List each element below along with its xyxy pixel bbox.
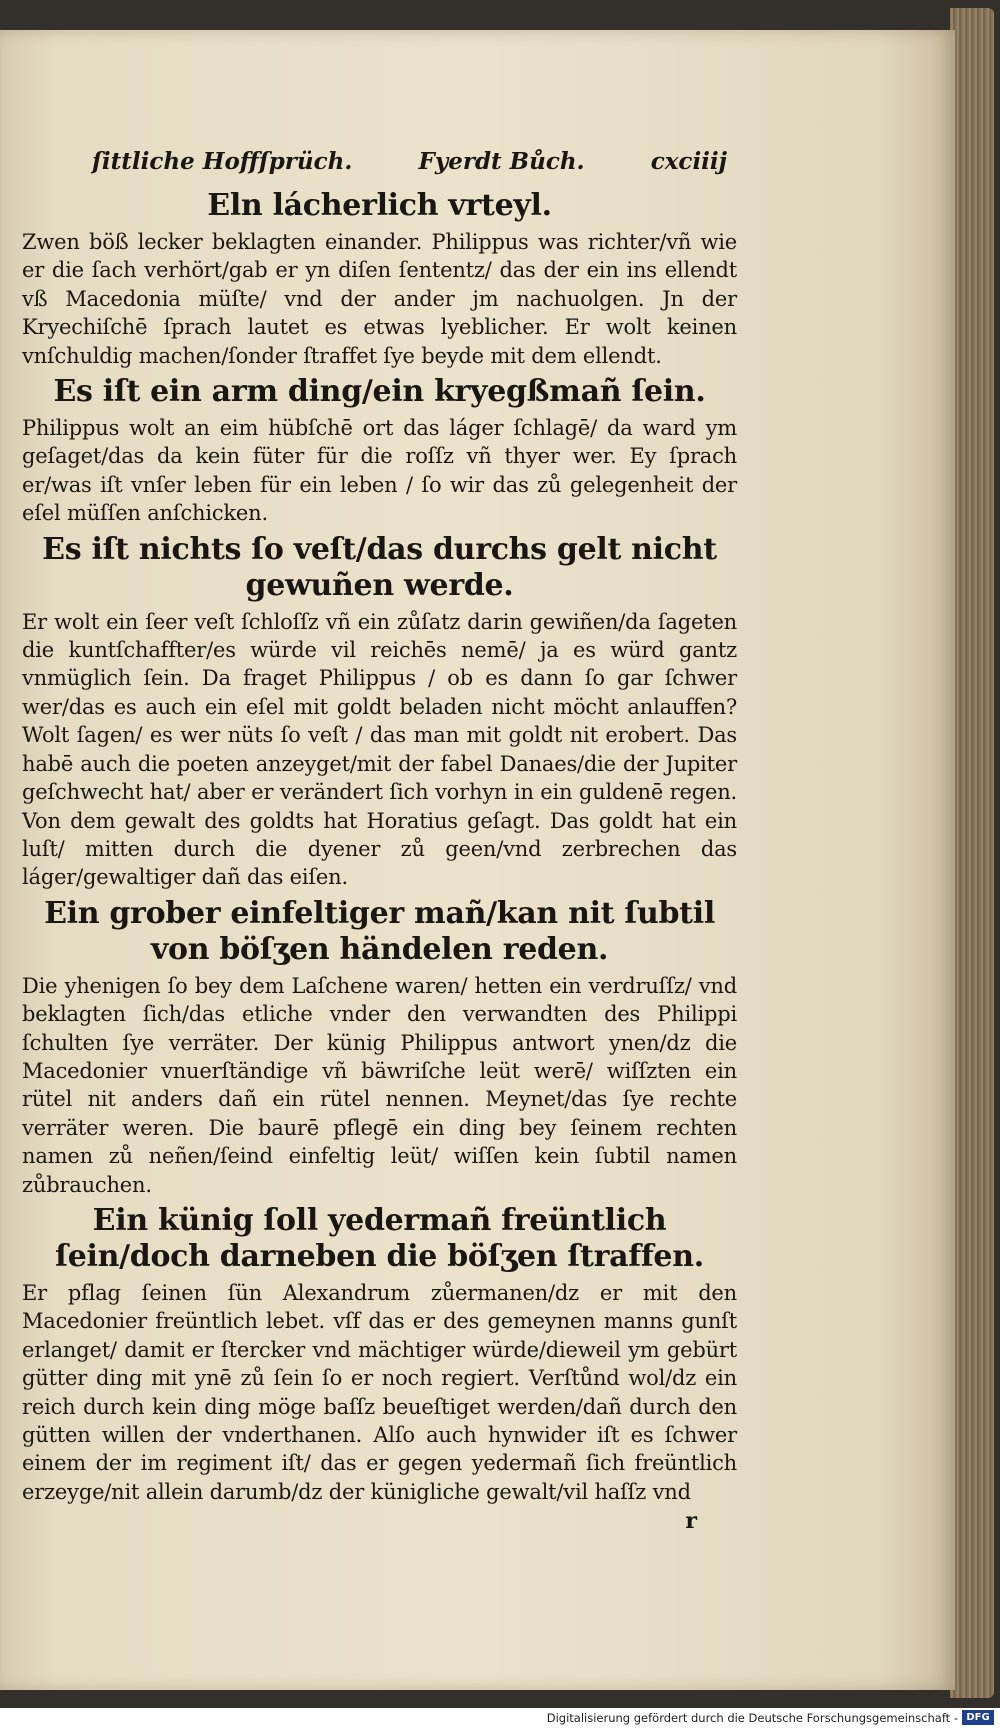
section-text-3: Er wolt ein ſeer veſt ſchloſſz vñ ein zůſatz darin gewiñen/da ſageten die kuntſchaffter/es würde vil reichēs nemē/ ja es würd gantz vnmüglich ſein. Da fraget Philippus / ob es dann ſo gar ſchwer wer/das es auch ein eſel mit goldt beladen nicht möcht anlauffen? Wolt ſagen/ es wer nüts ſo veſt / das man mit goldt nit erobert. Das habē auch die poeten anzeyget/mit der fabel Danaes/die der Jupiter geſchwecht hat/ aber er verändert ſich vorhyn in ein guldenē regen. Von dem gewalt des goldts hat Horatius geſagt. Das goldt hat ein luſt/ mitten durch die dyener zů geen/vnd zerbrechen das láger/gewaltiger dañ das eiſen.: [22, 609, 737, 890]
section-heading-1: Eln lácherlich vrteyl.: [207, 188, 552, 223]
dfg-logo-icon: DFG: [962, 1710, 994, 1725]
running-head-left: ſittliche Hoffſprüch.: [92, 148, 353, 175]
folio-number: cxciiij: [650, 148, 727, 175]
section-text-1: Zwen böß lecker beklagten einander. Philippus was richter/vñ wie er die ſach verhört/gab er yn diſen ſententz/ das der ein ins ellendt vß Macedonia müſte/ vnd der ander jm nachuolgen. Jn der Kryechiſchē ſprach lautet es etwas lyeblicher. Er wolt keinen vnſchuldig machen/ſonder ſtraffet ſye beyde mit dem ellendt.: [22, 230, 737, 368]
book-page-edges: [950, 8, 994, 1698]
section-heading-4: Ein grober einfeltiger mañ/kan nit ſubtil von böſʒen händelen reden.: [44, 895, 715, 967]
book-page: [0, 30, 955, 1690]
section-heading-3: Es iſt nichts ſo veſt/das durchs gelt nicht gewuñen werde.: [42, 531, 717, 603]
running-head: [22, 148, 737, 184]
running-head-center: Fyerdt Bůch.: [418, 148, 585, 175]
section-text-2: Philippus wolt an eim hübſchē ort das láger ſchlagē/ da ward ym geſaget/das da kein füter für die roſſz vñ thyer wer. Ey ſprach er/was iſt vnſer leben für ein leben / ſo wir das zů gelegenheit der eſel müſſen anſchicken.: [22, 416, 737, 526]
section-text-5: Er pflag ſeinen ſün Alexandrum zůermanen/dz er mit den Macedonier freüntlich lebet. vſf das er des gemeynen manns gunſt erlanget/ damit er ſtercker vnd mächtiger würde/dieweil ym gebürt gütter ding mit ynē zů ſein ſo er noch regiert. Verſtůnd wol/dz ein reich durch kein ding möge baſſz beueſtiget werden/dañ durch den gütten willen der vnderthanen. Alſo auch hynwider iſt es ſchwer einem der im regiment iſt/ das er gegen yedermañ ſich freüntlich erzeyge/nit allein darumb/dz der künigliche gewalt/vil haſſz vnd: [22, 1280, 737, 1504]
page-content: [22, 148, 737, 1534]
section-text-4: Die yhenigen ſo bey dem Laſchene waren/ hetten ein verdruſſz/ vnd beklagten ſich/das etliche vnder den verwandten des Philippi ſchulten ſye verräter. Der künig Philippus antwort ynen/dz die Macedonier vnuerſtändige vñ bäwriſche leüt werē/ wiſſzten ein rütel nit anders dañ ein rütel nennen. Meynet/das ſye rechte verräter weren. Die baurē pflegē ein ding bey ſeinem rechten namen zů neñen/ſeind einfeltig leüt/ wiſſen kein ſubtil namen zůbrauchen.: [22, 973, 737, 1197]
digitization-footer: [0, 1708, 1000, 1728]
section-heading-5: Ein künig ſoll yedermañ freüntlich ſein/doch darneben die böſʒen ſtraffen.: [55, 1202, 704, 1274]
section-heading-2: Es iſt ein arm ding/ein kryegßmañ ſein.: [53, 374, 706, 410]
catchword: r: [685, 1508, 697, 1535]
footer-credit: Digitalisierung gefördert durch die Deutsche Forschungsgemeinschaft -: [546, 1711, 958, 1725]
